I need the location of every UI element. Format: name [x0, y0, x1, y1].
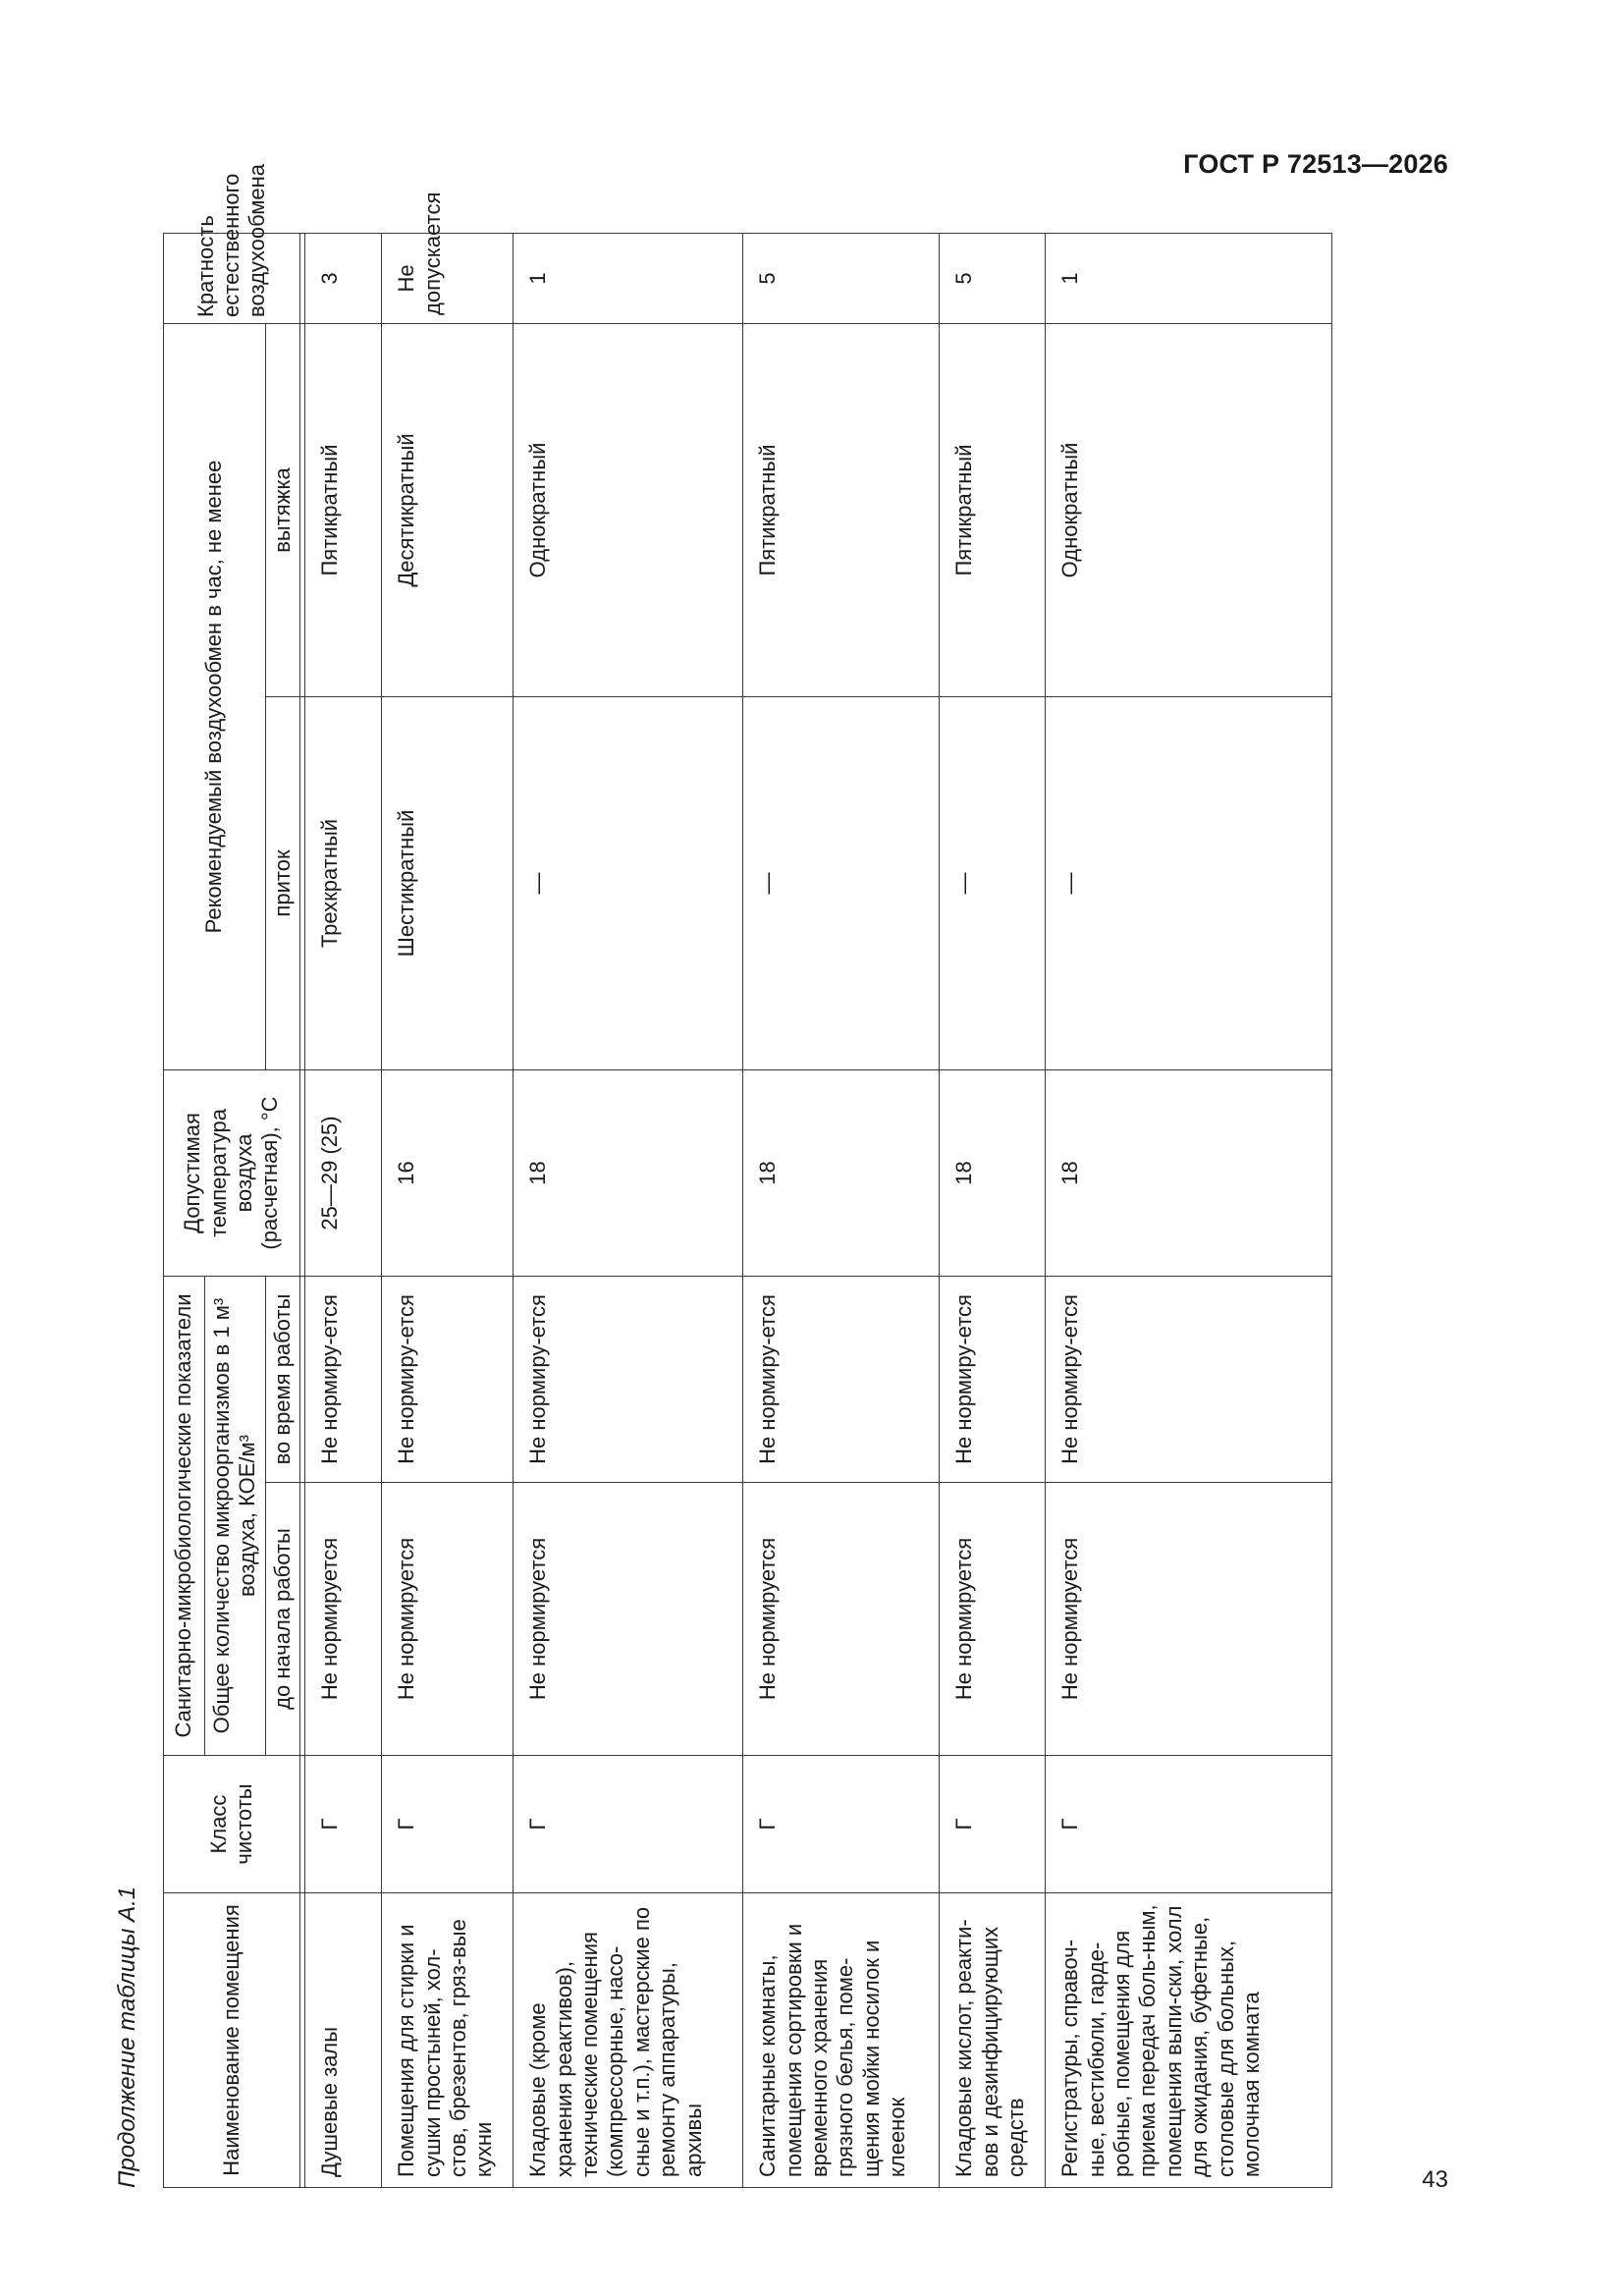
- cell-during-work: Не нормиру-ется: [382, 1276, 514, 1482]
- cell-natural: 1: [1046, 233, 1332, 323]
- cell-temp: 16: [382, 1069, 514, 1276]
- cell-name: Душевые залы: [305, 1893, 382, 2188]
- cell-during-work: Не нормиру-ется: [940, 1276, 1046, 1482]
- cell-natural: Не допускается: [382, 233, 514, 323]
- cell-temp: 18: [743, 1069, 940, 1276]
- cell-during-work: Не нормиру-ется: [743, 1276, 940, 1482]
- cell-class: Г: [743, 1756, 940, 1893]
- cell-supply: Трехкратный: [305, 696, 382, 1069]
- cell-exhaust: Однократный: [514, 323, 743, 696]
- col-header-natural: Кратность естественного воздухообмена: [164, 233, 300, 323]
- cell-natural: 3: [305, 233, 382, 323]
- cell-before-work: Не нормируется: [514, 1483, 743, 1756]
- cell-exhaust: Пятикратный: [743, 323, 940, 696]
- cell-before-work: Не нормируется: [305, 1483, 382, 1756]
- cell-during-work: Не нормиру-ется: [1046, 1276, 1332, 1482]
- cell-name: Кладовые (кроме хранения реактивов), технические помещения (компрессорные, насо-сные и т.п.), мастерские по ремонту аппаратуры, архивы: [514, 1893, 743, 2188]
- cell-before-work: Не нормируется: [743, 1483, 940, 1756]
- col-header-supply: приток: [265, 696, 299, 1069]
- col-header-name: Наименование помещения: [164, 1893, 300, 2188]
- cell-supply: —: [743, 696, 940, 1069]
- cell-during-work: Не нормиру-ется: [514, 1276, 743, 1482]
- cell-exhaust: Однократный: [1046, 323, 1332, 696]
- cell-class: Г: [514, 1756, 743, 1893]
- col-header-exhaust: вытяжка: [265, 323, 299, 696]
- cell-class: Г: [382, 1756, 514, 1893]
- cell-natural: 5: [743, 233, 940, 323]
- table-row: [382, 233, 514, 2187]
- cell-name: Кладовые кислот, реакти-вов и дезинфицирующих средств: [940, 1893, 1046, 2188]
- cell-name: Санитарные комнаты, помещения сортировки и временного хранения грязного белья, поме-щения мойки носилок и клеенок: [743, 1893, 940, 2188]
- cell-exhaust: Пятикратный: [305, 323, 382, 696]
- cell-supply: —: [940, 696, 1046, 1069]
- col-header-temp: Допустимая температура воздуха (расчетная), °С: [164, 1069, 300, 1276]
- cell-supply: —: [1046, 696, 1332, 1069]
- table-caption: Продолжение таблицы А.1: [114, 1886, 140, 2188]
- cell-name: Помещения для стирки и сушки простыней, хол-стов, брезентов, гряз-вые кухни: [382, 1893, 514, 2188]
- table-row: [1046, 233, 1332, 2187]
- table-row: [940, 233, 1046, 2187]
- cell-supply: —: [514, 696, 743, 1069]
- col-header-class: Класс чистоты: [164, 1756, 300, 1893]
- table-row: [305, 233, 382, 2187]
- col-header-micro: Санитарно-микробиологические показатели: [164, 1276, 205, 1755]
- col-header-micro-total: Общее количество микроорганизмов в 1 м³ воздуха, КОЕ/м³: [205, 1276, 266, 1755]
- cell-class: Г: [1046, 1756, 1332, 1893]
- cell-exhaust: Пятикратный: [940, 323, 1046, 696]
- cell-before-work: Не нормируется: [382, 1483, 514, 1756]
- col-header-before-work: до начала работы: [265, 1483, 299, 1756]
- cell-exhaust: Десятикратный: [382, 323, 514, 696]
- cell-supply: Шестикратный: [382, 696, 514, 1069]
- cell-natural: 5: [940, 233, 1046, 323]
- col-header-during-work: во время работы: [265, 1276, 299, 1482]
- cell-temp: 25—29 (25): [305, 1069, 382, 1276]
- cell-temp: 18: [1046, 1069, 1332, 1276]
- cell-before-work: Не нормируется: [1046, 1483, 1332, 1756]
- ventilation-table: [163, 164, 1332, 2188]
- cell-temp: 18: [514, 1069, 743, 1276]
- cell-natural: 1: [514, 233, 743, 323]
- page-number: 43: [1422, 2166, 1448, 2193]
- rotated-table-block: [114, 164, 1434, 2188]
- cell-class: Г: [940, 1756, 1046, 1893]
- cell-name: Регистратуры, справоч-ные, вестибюли, гарде-робные, помещения для приема передач боль-ным, помещения выпи-ски, холл для ожидания, буфетные, столовые для больных, молочная комната: [1046, 1893, 1332, 2188]
- col-header-exchange: Рекомендуемый воздухообмен в час, не менее: [164, 323, 266, 1069]
- standard-designation: ГОСТ Р 72513—2026: [1183, 149, 1448, 179]
- cell-during-work: Не нормиру-ется: [305, 1276, 382, 1482]
- cell-class: Г: [305, 1756, 382, 1893]
- cell-before-work: Не нормируется: [940, 1483, 1046, 1756]
- table-row: [743, 233, 940, 2187]
- cell-temp: 18: [940, 1069, 1046, 1276]
- table-row: [514, 233, 743, 2187]
